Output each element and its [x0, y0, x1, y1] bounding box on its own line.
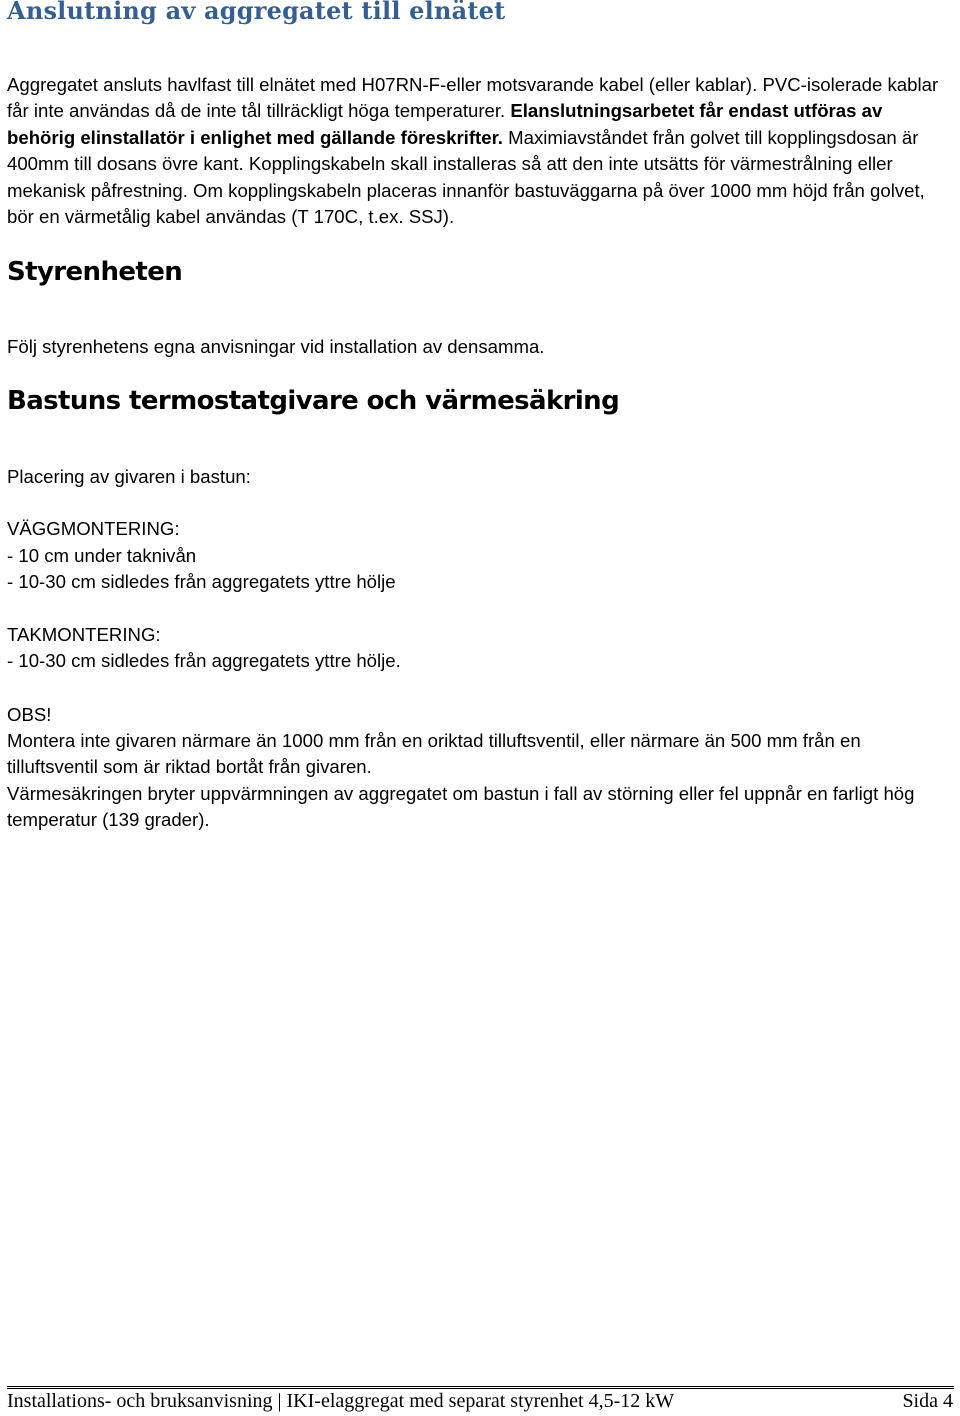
- connection-sentence-1: Aggregatet ansluts havlfast till elnätet med H07RN-F-eller motsvarande kabel (eller kablar). PVC-isolerade kablar får inte användas då de inte tål tillräckligt höga temperaturer.: [7, 74, 939, 122]
- ceiling-mount-title: TAKMONTERING:: [7, 624, 161, 645]
- sensor-heading: Bastuns termostatgivare och värmesäkring: [7, 386, 620, 416]
- obs-label: OBS!: [7, 704, 52, 725]
- ceiling-mount-item: - 10-30 cm sidledes från aggregatets yttre hölje.: [7, 650, 401, 671]
- sensor-intro: Placering av givaren i bastun:: [7, 466, 251, 487]
- connection-paragraph: [7, 72, 952, 230]
- wall-mount-item: - 10-30 cm sidledes från aggregatets yttre hölje: [7, 571, 396, 592]
- wall-mount-title: VÄGGMONTERING:: [7, 518, 180, 539]
- main-heading: Anslutning av aggregatet till elnätet: [7, 0, 506, 25]
- wall-mount-item: - 10 cm under taknivån: [7, 545, 197, 566]
- control-unit-heading: Styrenheten: [7, 257, 183, 287]
- obs-paragraph-1: Montera inte givaren närmare än 1000 mm från en oriktad tilluftsventil, eller närmare än 500 mm från en tilluftsventil som är riktad bortåt från givaren.: [7, 730, 861, 778]
- connection-bold-sentence: Elanslutningsarbetet får endast utföras av behörig elinstallatör i enlighet med gällande föreskrifter.: [7, 100, 883, 148]
- obs-paragraph-2: Värmesäkringen bryter uppvärmningen av aggregatet om bastun i fall av störning eller fel uppnår en farligt hög temperatur (139 grader).: [7, 783, 915, 831]
- footer-title: Installations- och bruksanvisning | IKI-elaggregat med separat styrenhet 4,5-12 kW: [7, 1390, 675, 1412]
- page-number: Sida 4: [902, 1390, 953, 1412]
- connection-sentence-3: Maximiavståndet från golvet till kopplingsdosan är 400mm till dosans övre kant. Kopplingskabeln skall installeras så att den inte utsätts för värmestrålning eller mekanisk påfrestning. Om kopplingskabeln placeras innanför bastuväggarna på över 1000 mm höjd från golvet, bör en värmetålig kabel användas (T 170C, t.ex. SSJ).: [7, 126, 925, 228]
- control-unit-text: Följ styrenhetens egna anvisningar vid installation av densamma.: [7, 336, 545, 357]
- footer-divider: [7, 1386, 954, 1389]
